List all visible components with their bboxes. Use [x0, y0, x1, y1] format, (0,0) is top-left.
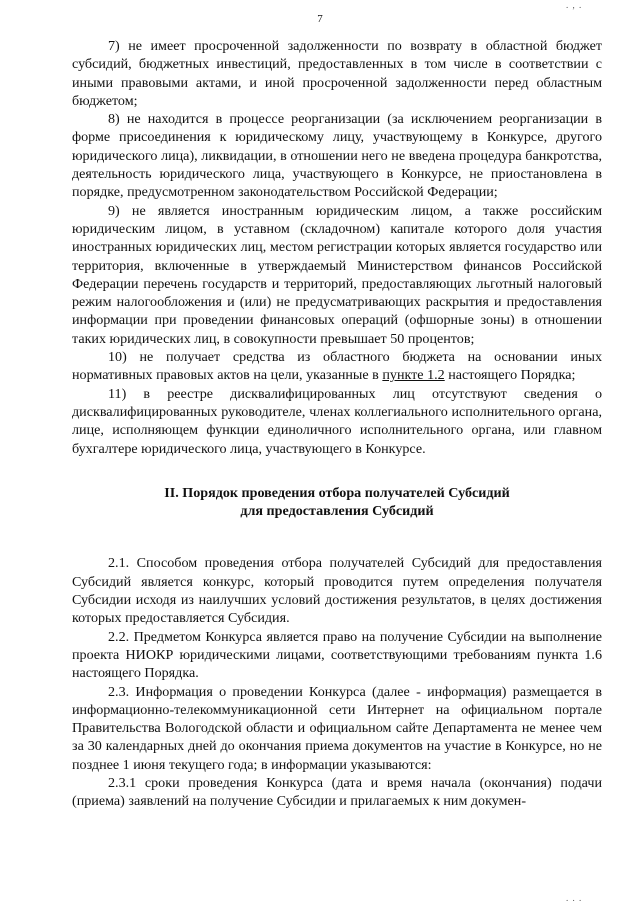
document-body	[72, 37, 602, 811]
item-8: 8) не находится в процессе реорганизации (за исключением реорганизации в форме присоединения к юридическому лицу, участвующему в Конкурсе, другого юридического лица), ликвидации, в отношении него не введена процедура банкротства, деятельность юридического лица, участвующего в Конкурсе, не приостановлена в порядке, предусмотренном законодательством Российской Федерации;	[72, 111, 602, 201]
item-9: 9) не является иностранным юридическим лицом, а также российским юридическим лицом, в уставном (складочном) капитале которого доля участия иностранных юридических лиц, местом регистрации которых является государство или территория, включенные в утверждаемый Министерством финансов Российской Федерации перечень государств и территорий, предоставляющих льготный налоговый режим налогообложения и (или) не предусматривающих раскрытия и предоставления информации при проведении финансовых операций (офшорные зоны) в отношении таких юридических лиц, в совокупности превышает 50 процентов;	[72, 202, 602, 347]
item-10-text: 10) не получает средства из областного бюджета на основании иных нормативных правовых актов на цели, указанные в	[72, 349, 602, 384]
scan-mark-bottom: . . .	[566, 893, 583, 903]
clause-2-1: 2.1. Способом проведения отбора получателей Субсидий для предоставления Субсидий является конкурс, который проводится путем определения получателя Субсидии исходя из наилучших условий достижения результатов, в целях достижения которых предоставляется Субсидия.	[72, 555, 602, 627]
clause-1-2-link[interactable]: пункте 1.2	[382, 367, 445, 384]
section-2-heading	[72, 484, 602, 521]
page-number: 7	[317, 13, 323, 25]
section-2-title-line2: для предоставления Субсидий	[240, 503, 434, 520]
item-10-tail: настоящего Порядка;	[444, 367, 576, 384]
clause-2-2: 2.2. Предметом Конкурса является право на получение Субсидии на выполнение проекта НИОКР юридическими лицами, соответствующими требованиям пункта 1.6 настоящего Порядка.	[72, 628, 602, 682]
item-11: 11) в реестре дисквалифицированных лиц отсутствуют сведения о дисквалифицированных руководителе, членах коллегиального исполнительного органа, лице, исполняющем функции единоличного исполнительного органа, или главном бухгалтере юридического лица, участвующего в Конкурсе.	[72, 385, 602, 457]
clause-2-3-1: 2.3.1 сроки проведения Конкурса (дата и время начала (окончания) подачи (приема) заявлений на получение Субсидии и прилагаемых к ним докумен-	[72, 774, 602, 810]
item-7: 7) не имеет просроченной задолженности по возврату в областной бюджет субсидий, бюджетных инвестиций, предоставленных в том числе в соответствии с иными правовыми актами, и иной просроченной задолженности перед областным бюджетом;	[72, 38, 602, 109]
section-2-title-line1: II. Порядок проведения отбора получателей Субсидий	[164, 484, 510, 501]
clause-2-3: 2.3. Информация о проведении Конкурса (далее - информация) размещается в информационно-телекоммуникационной сети Интернет на официальном портале Правительства Вологодской области и официальном сайте Департамента не менее чем за 30 календарных дней до окончания приема документов на участие в Конкурсе, но не позднее 1 июня текущего года; в информации указываются:	[72, 683, 602, 773]
item-10	[72, 348, 602, 385]
scan-mark-top: . , .	[566, 0, 583, 10]
